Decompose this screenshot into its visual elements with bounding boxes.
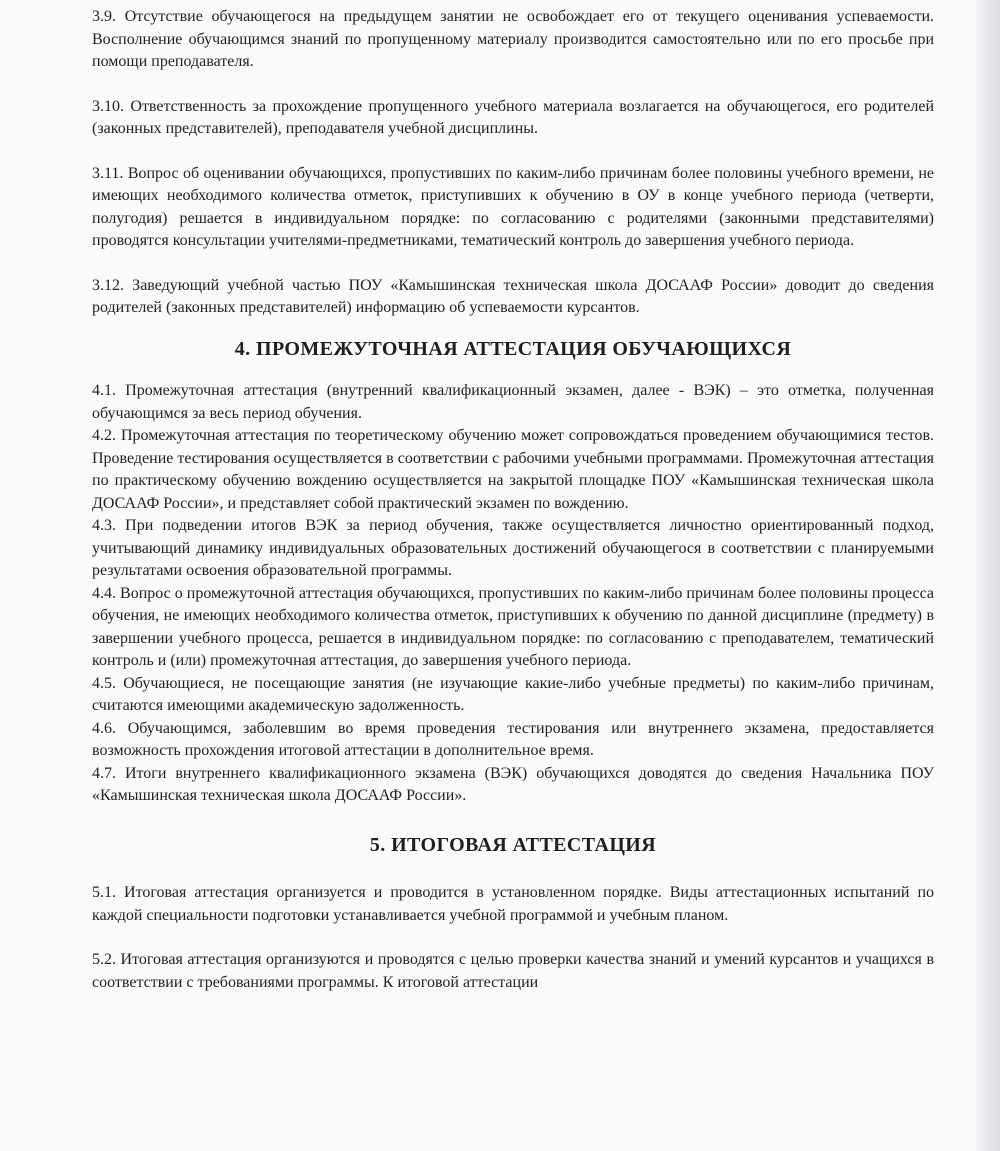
paragraph-4-6: 4.6. Обучающимся, заболевшим во время проведения тестирования или внутреннего экзамена, предоставляется возможность прохождения итоговой аттестации в дополнительное время.	[92, 719, 934, 759]
paragraph-3-9: 3.9. Отсутствие обучающегося на предыдущем занятии не освобождает его от текущего оценивания успеваемости. Восполнение обучающимся знаний по пропущенному материалу производится самостоятельно или по его просьбе при помощи преподавателя.	[92, 8, 934, 70]
section-4-heading: 4. ПРОМЕЖУТОЧНАЯ АТТЕСТАЦИЯ ОБУЧАЮЩИХСЯ	[234, 337, 792, 360]
document-body	[92, 6, 934, 994]
paragraph-3-10: 3.10. Ответственность за прохождение пропущенного учебного материала возлагается на обучающегося, его родителей (законных представителей), преподавателя учебной дисциплины.	[92, 97, 934, 137]
paragraph-5-2: 5.2. Итоговая аттестация организуются и проводятся с целью проверки качества знаний и умений курсантов и учащихся в соответствии с требованиями программы. К итоговой аттестации	[92, 951, 934, 991]
paragraph-4-7: 4.7. Итоги внутреннего квалификационного экзамена (ВЭК) обучающихся доводятся до сведения Начальника ПОУ «Камышинская техническая школа ДОСААФ России».	[92, 764, 934, 804]
paragraph-4-4: 4.4. Вопрос о промежуточной аттестация обучающихся, пропустивших по каким-либо причинам более половины процесса обучения, не имеющих необходимого количества отметок, приступивших к обучению по данной дисциплине (предмету) в завершении учебного процесса, решается в индивидуальном порядке: по согласованию с преподавателем, тематический контроль и (или) промежуточная аттестация, до завершения учебного периода.	[92, 584, 934, 669]
paragraph-5-1: 5.1. Итоговая аттестация организуется и проводится в установленном порядке. Виды аттестационных испытаний по каждой специальности подготовки устанавливается учебной программой и учебным планом.	[92, 884, 934, 924]
paragraph-4-5: 4.5. Обучающиеся, не посещающие занятия (не изучающие какие-либо учебные предметы) по каким-либо причинам, считаются имеющими академическую задолженность.	[92, 674, 934, 714]
paragraph-3-11: 3.11. Вопрос об оценивании обучающихся, пропустивших по каким-либо причинам более половины учебного времени, не имеющих необходимого количества отметок, приступивших к обучению в ОУ в конце учебного периода (четверти, полугодия) решается в индивидуальном порядке: по согласованию с родителями (законными представителями) проводятся консультации учителями-предметниками, тематический контроль до завершения учебного периода.	[92, 164, 934, 249]
section-5-heading: 5. ИТОГОВАЯ АТТЕСТАЦИЯ	[369, 833, 657, 856]
paragraph-4-2: 4.2. Промежуточная аттестация по теоретическому обучению может сопровождаться проведением обучающимися тестов. Проведение тестирования осуществляется в соответствии с рабочими учебными программами. Промежуточная аттестация по практическому обучению вождению осуществляется на закрытой площадке ПОУ «Камышинская техническая школа ДОСААФ России», и представляет собой практический экзамен по вождению.	[92, 427, 934, 512]
page-edge-shadow	[976, 0, 1000, 1151]
paragraph-3-12: 3.12. Заведующий учебной частью ПОУ «Камышинская техническая школа ДОСААФ России» доводит до сведения родителей (законных представителей) информацию об успеваемости курсантов.	[92, 276, 934, 316]
paragraph-4-1: 4.1. Промежуточная аттестация (внутренний квалификационный экзамен, далее - ВЭК) – это отметка, полученная обучающимся за весь период обучения.	[92, 382, 934, 422]
paragraph-4-3: 4.3. При подведении итогов ВЭК за период обучения, также осуществляется личностно ориентированный подход, учитывающий динамику индивидуальных образовательных достижений обучающегося в соответствии с планируемыми результатами освоения образовательной программы.	[92, 517, 934, 579]
